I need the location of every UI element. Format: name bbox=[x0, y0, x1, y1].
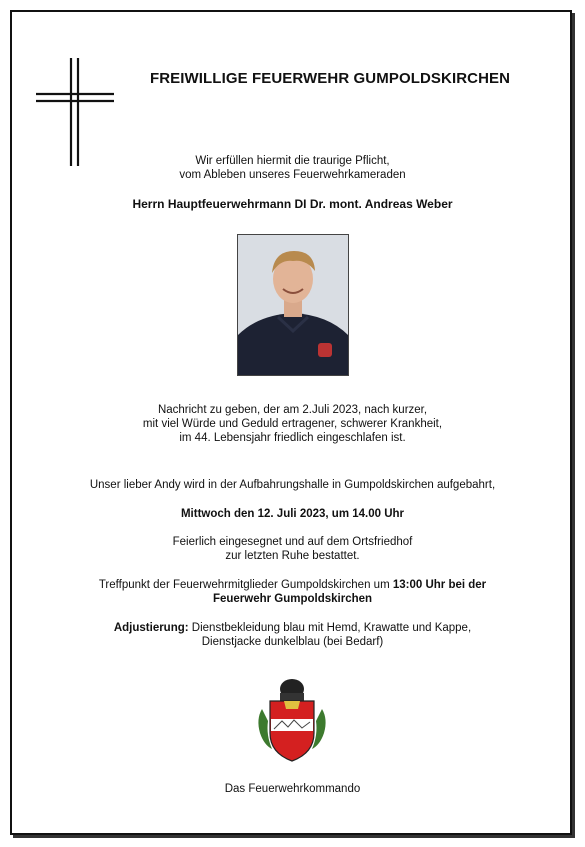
portrait-photo bbox=[237, 234, 349, 376]
uniform-text bbox=[30, 621, 555, 649]
uniform-line-1: Dienstbekleidung blau mit Hemd, Krawatte und Kappe, bbox=[188, 622, 472, 634]
fire-brigade-crest-icon bbox=[254, 675, 330, 763]
message-line-2: mit viel Würde und Geduld ertragener, schwerer Krankheit, bbox=[142, 418, 443, 430]
message-line-3: im 44. Lebensjahr friedlich eingeschlafen ist. bbox=[179, 432, 406, 444]
intro-line-1: Wir erfüllen hiermit die traurige Pflicht, bbox=[195, 155, 390, 167]
meeting-prefix: Treffpunkt der Feuerwehrmitglieder Gumpoldskirchen um bbox=[98, 579, 393, 591]
burial-text bbox=[30, 535, 555, 563]
meeting-time: 13:00 Uhr bei der bbox=[392, 579, 487, 591]
ceremony-date: Mittwoch den 12. Juli 2023, um 14.00 Uhr bbox=[180, 508, 405, 520]
signature: Das Feuerwehrkommando bbox=[224, 783, 361, 795]
burial-line-2: zur letzten Ruhe bestattet. bbox=[225, 550, 360, 562]
burial-line-1: Feierlich eingesegnet und auf dem Ortsfriedhof bbox=[172, 536, 413, 548]
lying-in-state-text: Unser lieber Andy wird in der Aufbahrungshalle in Gumpoldskirchen aufgebahrt, bbox=[89, 479, 496, 491]
uniform-line-2: Dienstjacke dunkelblau (bei Bedarf) bbox=[201, 636, 384, 648]
intro-line-2: vom Ableben unseres Feuerwehrkameraden bbox=[179, 169, 406, 181]
meeting-point-text bbox=[30, 578, 555, 606]
uniform-label: Adjustierung: bbox=[113, 622, 189, 634]
portrait-illustration bbox=[238, 235, 348, 375]
meeting-location: Feuerwehr Gumpoldskirchen bbox=[212, 593, 373, 605]
death-message bbox=[30, 403, 555, 445]
page-title: FREIWILLIGE FEUERWEHR GUMPOLDSKIRCHEN bbox=[149, 70, 511, 87]
message-line-1: Nachricht zu geben, der am 2.Juli 2023, nach kurzer, bbox=[157, 404, 428, 416]
cross-icon bbox=[34, 56, 116, 168]
intro-text bbox=[30, 154, 555, 182]
deceased-name: Herrn Hauptfeuerwehrmann DI Dr. mont. Andreas Weber bbox=[132, 197, 453, 211]
